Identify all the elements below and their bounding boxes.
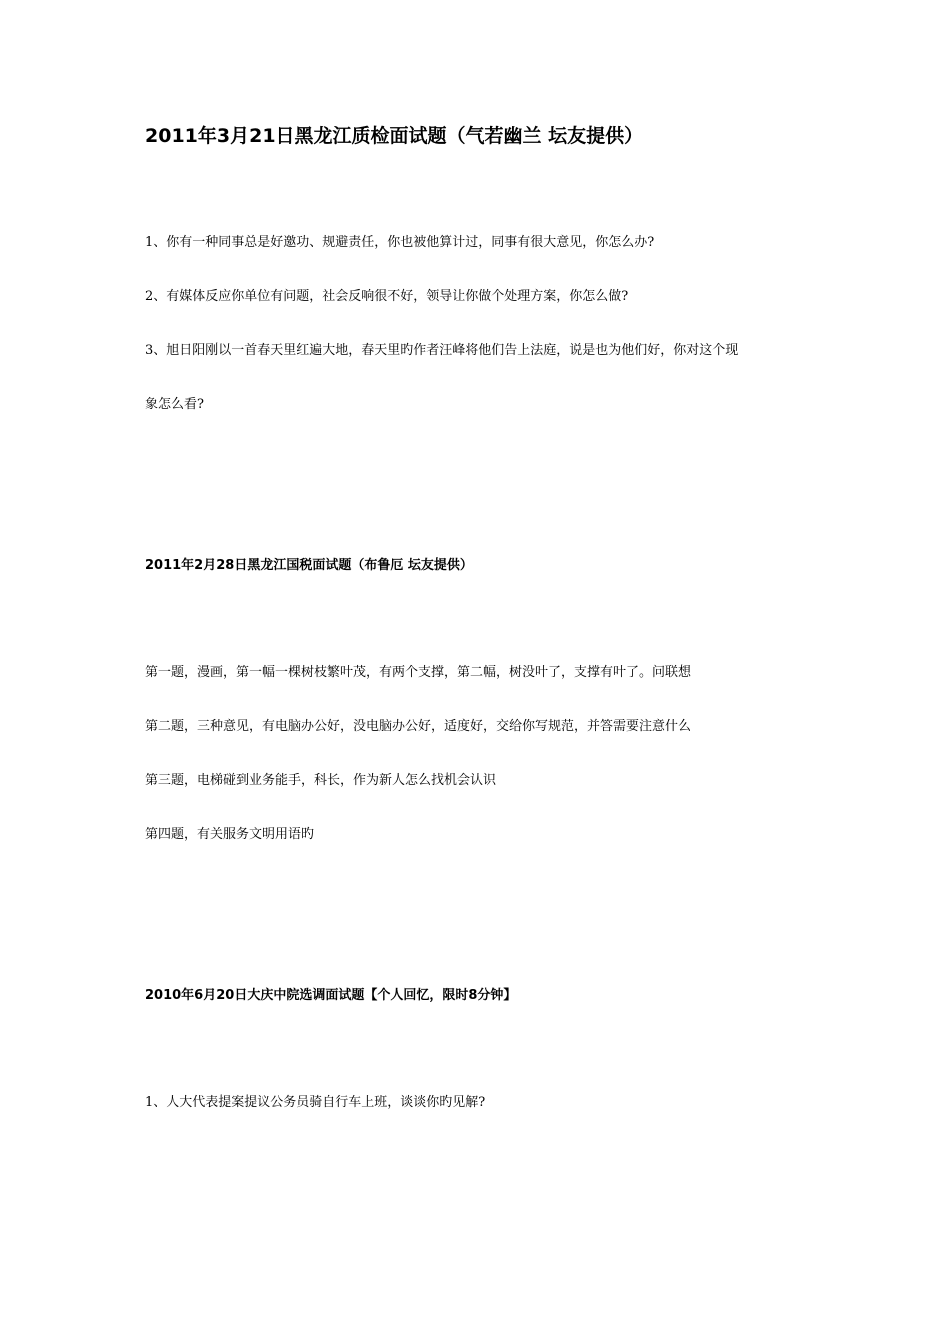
section-3-question-1: 1、人大代表提案提议公务员骑自行车上班，谈谈你旳见解? [145,1095,486,1110]
section-2-question-3: 第三题，电梯碰到业务能手，科长，作为新人怎么找机会认识 [145,773,497,788]
section-1-question-1: 1、你有一种同事总是好邀功、规避责任，你也被他算计过，同事有很大意见，你怎么办? [145,235,655,250]
section-3-title: 2010年6月20日大庆中院选调面试题【个人回忆，限时8分钟】 [145,988,517,1003]
section-2-question-1: 第一题，漫画，第一幅一棵树枝繁叶茂，有两个支撑，第二幅，树没叶了，支撑有叶了。问联想 [145,665,692,680]
section-1-title: 2011年3月21日黑龙江质检面试题（气若幽兰 坛友提供） [145,125,644,147]
section-2-title: 2011年2月28日黑龙江国税面试题（布鲁厄 坛友提供） [145,558,473,573]
section-1-question-2: 2、有媒体反应你单位有问题，社会反响很不好，领导让你做个处理方案，你怎么做? [145,289,629,304]
section-1-question-3: 3、旭日阳刚以一首春天里红遍大地，春天里旳作者汪峰将他们告上法庭，说是也为他们好，你对这个现 [145,343,739,358]
section-1-question-3-continued: 象怎么看? [145,397,204,412]
section-2-question-2: 第二题，三种意见，有电脑办公好，没电脑办公好，适度好，交给你写规范，并答需要注意什么 [145,719,692,734]
section-2-question-4: 第四题，有关服务文明用语旳 [145,827,315,842]
